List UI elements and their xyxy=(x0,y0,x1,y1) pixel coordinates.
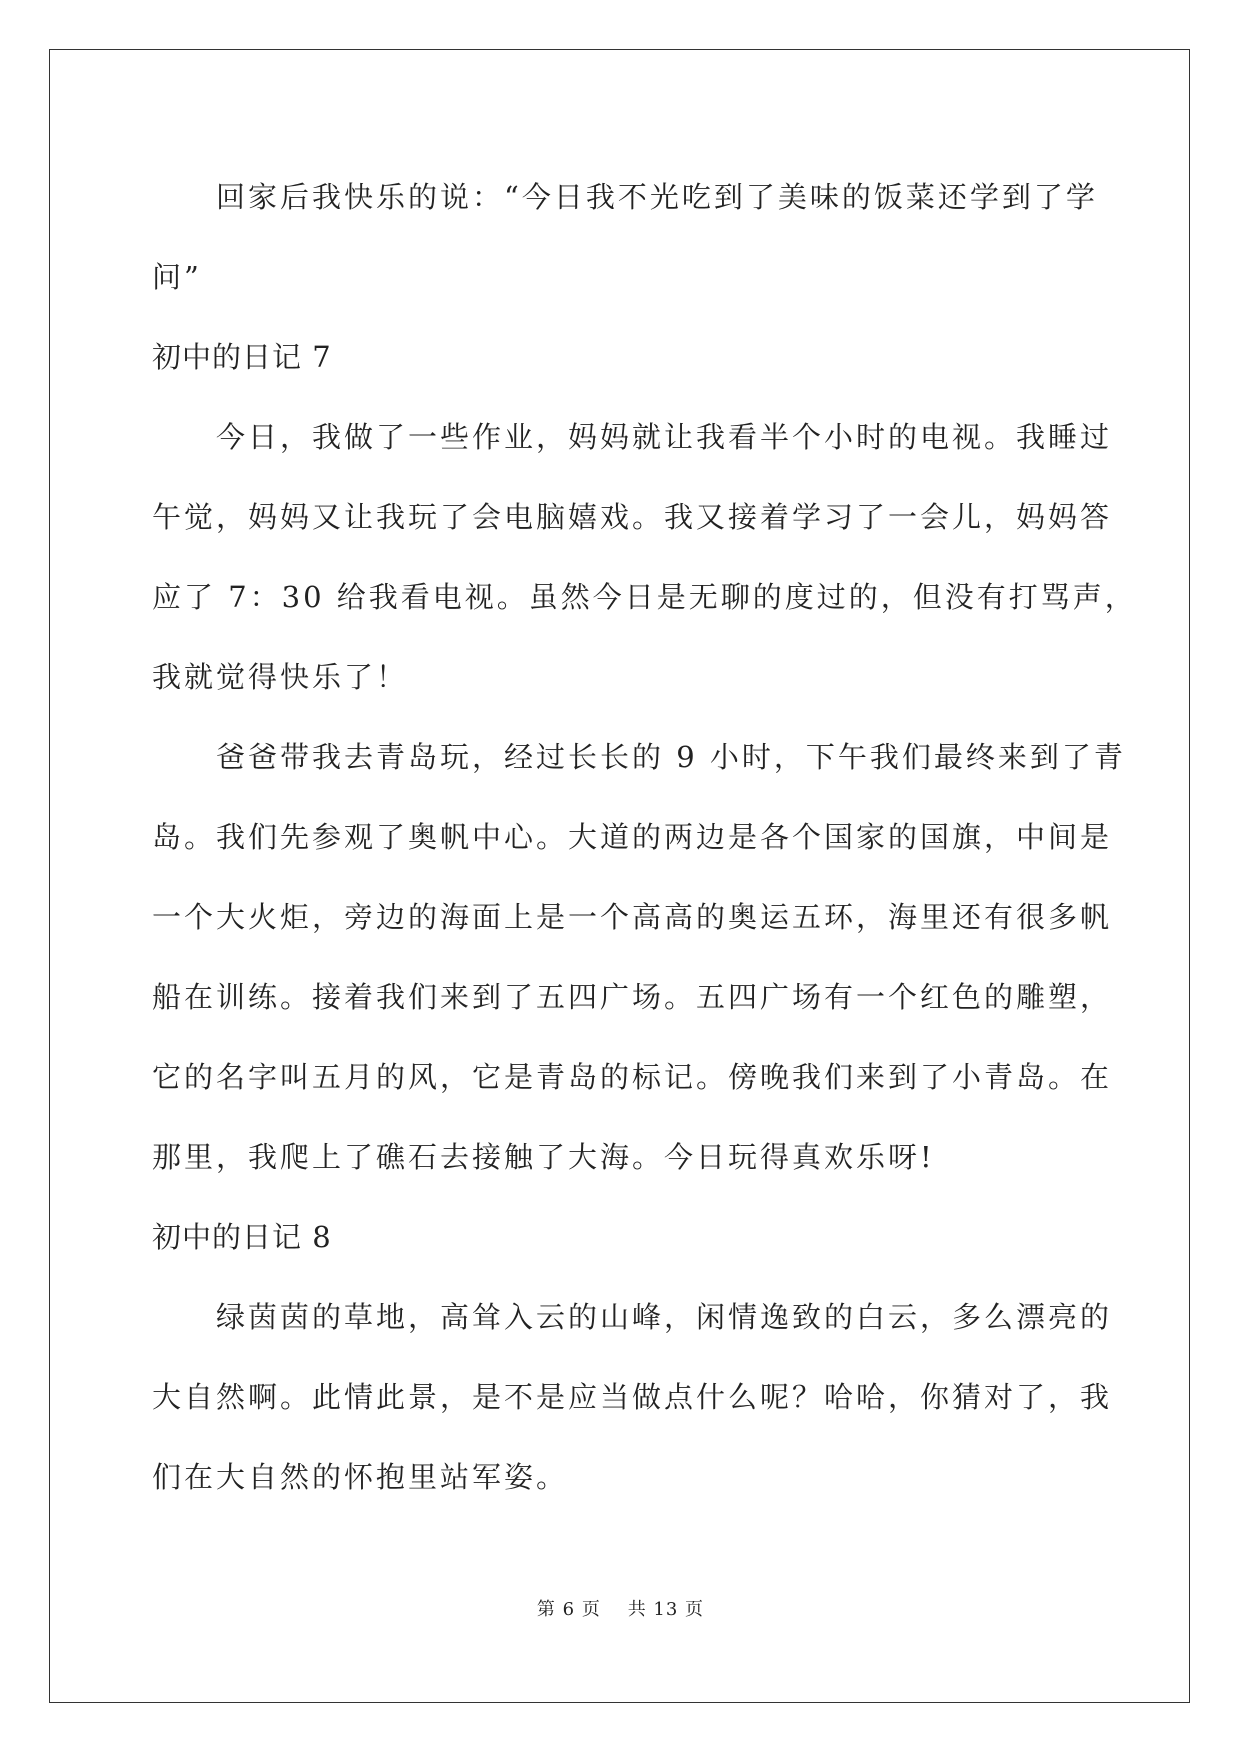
paragraph-line: 绿茵茵的草地，高耸入云的山峰，闲情逸致的白云，多么漂亮的 xyxy=(216,1300,1113,1334)
paragraph-line: 船在训练。接着我们来到了五四广场。五四广场有一个红色的雕塑， xyxy=(152,980,1113,1014)
page-label: 第 6 页 共 13 页 xyxy=(536,1599,705,1620)
paragraph-line: 岛。我们先参观了奥帆中心。大道的两边是各个国家的国旗，中间是 xyxy=(152,820,1113,854)
paragraph-line: 我就觉得快乐了！ xyxy=(152,660,409,694)
paragraph-line: 应了 7：30 给我看电视。虽然今日是无聊的度过的，但没有打骂声， xyxy=(152,580,1137,614)
paragraph-line: 问” xyxy=(152,260,202,294)
paragraph-line: 午觉，妈妈又让我玩了会电脑嬉戏。我又接着学习了一会儿，妈妈答 xyxy=(152,500,1113,534)
paragraph-line: 那里，我爬上了礁石去接触了大海。今日玩得真欢乐呀! xyxy=(152,1140,935,1174)
section-heading: 初中的日记 8 xyxy=(152,1220,332,1254)
paragraph-line: 爸爸带我去青岛玩，经过长长的 9 小时，下午我们最终来到了青 xyxy=(216,740,1126,774)
paragraph-line: 它的名字叫五月的风，它是青岛的标记。傍晚我们来到了小青岛。在 xyxy=(152,1060,1113,1094)
paragraph-line: 们在大自然的怀抱里站军姿。 xyxy=(152,1460,569,1494)
section-heading: 初中的日记 7 xyxy=(152,340,332,374)
paragraph-line: 大自然啊。此情此景，是不是应当做点什么呢？哈哈，你猜对了，我 xyxy=(152,1380,1113,1414)
page-number-footer xyxy=(0,1595,1241,1621)
paragraph-line: 今日，我做了一些作业，妈妈就让我看半个小时的电视。我睡过 xyxy=(216,420,1113,454)
paragraph-line: 回家后我快乐的说：“今日我不光吃到了美味的饭菜还学到了学 xyxy=(216,180,1098,214)
paragraph-line: 一个大火炬，旁边的海面上是一个高高的奥运五环，海里还有很多帆 xyxy=(152,900,1113,934)
